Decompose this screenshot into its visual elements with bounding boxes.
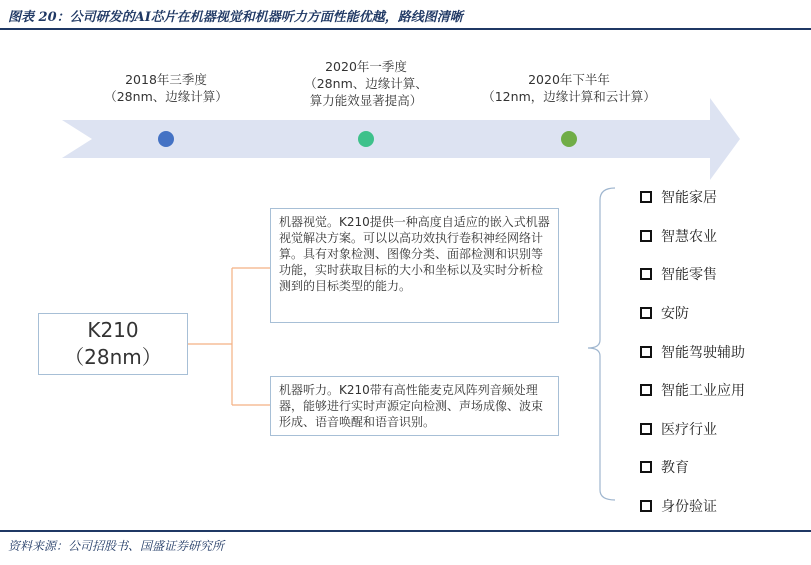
milestone-dot-2020q1 — [358, 131, 374, 147]
list-item — [640, 255, 745, 294]
capability-vision-box — [270, 208, 559, 323]
milestone-detail: （28nm、边缘计算） — [104, 89, 228, 104]
checkbox-square-icon — [640, 191, 652, 203]
application-label: 智能零售 — [661, 267, 717, 284]
milestone-title: 2020年下半年 — [528, 72, 610, 87]
application-label: 智能家居 — [661, 190, 717, 207]
milestone-2020h2 — [364, 71, 774, 105]
capability-vision-text: 机器视觉。K210提供一种高度自适应的嵌入式机器视觉解决方案。可以以高功效执行卷积神经网络计算。具有对象检测、图像分类、面部检测和识别等功能，实时获取目标的大小和坐标以及实时分析检测到的目标类型的能力。 — [279, 215, 550, 293]
application-list — [640, 178, 745, 525]
list-item — [640, 448, 745, 487]
application-label: 身份验证 — [661, 499, 717, 516]
checkbox-square-icon — [640, 346, 652, 358]
checkbox-square-icon — [640, 500, 652, 512]
checkbox-square-icon — [640, 230, 652, 242]
application-brace — [588, 188, 615, 500]
capability-hearing-box — [270, 376, 559, 436]
checkbox-square-icon — [640, 423, 652, 435]
list-item — [640, 371, 745, 410]
list-item — [640, 217, 745, 256]
list-item — [640, 294, 745, 333]
application-label: 安防 — [661, 306, 689, 323]
capability-hearing-text: 机器听力。K210带有高性能麦克风阵列音频处理器，能够进行实时声源定向检测、声场成像、波束形成、语音唤醒和语音识别。 — [279, 383, 544, 429]
milestone-dot-2020h2 — [561, 131, 577, 147]
application-label: 智慧农业 — [661, 228, 717, 245]
chip-process: （28nm） — [64, 345, 162, 369]
application-label: 智能驾驶辅助 — [661, 344, 745, 361]
milestone-detail: （12nm，边缘计算和云计算） — [482, 89, 656, 104]
bottom-rule — [0, 530, 811, 532]
checkbox-square-icon — [640, 384, 652, 396]
checkbox-square-icon — [640, 307, 652, 319]
checkbox-square-icon — [640, 268, 652, 280]
list-item — [640, 332, 745, 371]
source-note: 资料来源：公司招股书、国盛证券研究所 — [8, 539, 225, 553]
list-item — [640, 178, 745, 217]
checkbox-square-icon — [640, 461, 652, 473]
list-item — [640, 410, 745, 449]
figure-title: 图表 20：公司研发的AI芯片在机器视觉和机器听力方面性能优越，路线图清晰 — [8, 10, 463, 25]
milestone-title: 2018年三季度 — [125, 72, 207, 87]
list-item — [640, 487, 745, 526]
application-label: 智能工业应用 — [661, 383, 745, 400]
milestone-detail: 算力能效显著提高） — [309, 93, 423, 108]
connector-lines — [188, 268, 270, 405]
chip-name: K210 — [87, 318, 139, 342]
milestone-dot-2018q3 — [158, 131, 174, 147]
chip-box — [38, 313, 188, 375]
milestone-detail: （28nm、边缘计算、 — [304, 76, 428, 91]
application-label: 教育 — [661, 460, 689, 477]
milestone-title: 2020年一季度 — [325, 59, 407, 74]
application-label: 医疗行业 — [661, 421, 717, 438]
